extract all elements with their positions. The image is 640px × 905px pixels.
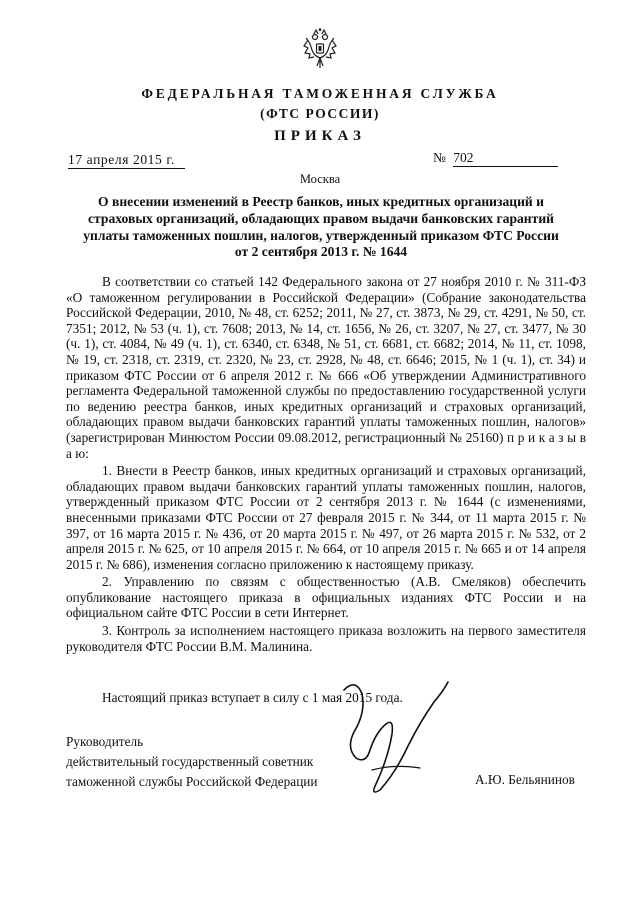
- order-subject: [78, 194, 564, 261]
- handwritten-signature: [336, 672, 458, 800]
- number-value: 702: [453, 150, 558, 167]
- order-item-3: 3. Контроль за исполнением настоящего приказа возложить на первого заместителя руководителя ФТС России В.М. Малинина.: [66, 623, 586, 654]
- signer-position: [66, 732, 318, 792]
- position-line: Руководитель: [66, 734, 144, 749]
- subject-line: страховых организаций, обладающих правом выдачи банковских гарантий: [88, 210, 554, 226]
- agency-abbreviation: (ФТС РОССИИ): [260, 106, 380, 121]
- order-item-2: 2. Управлению по связям с общественностью (А.В. Смеляков) обеспечить опубликование настоящего приказа в официальных изданиях ФТС России и на официальном сайте ФТС России в сети Интернет.: [66, 574, 586, 621]
- subject-line: О внесении изменений в Реестр банков, иных кредитных организаций и: [98, 194, 544, 209]
- coat-of-arms-icon: [302, 28, 338, 70]
- signer-name: А.Ю. Бельянинов: [475, 772, 575, 787]
- effective-date-statement: Настоящий приказ вступает в силу с 1 мая 2015 года.: [102, 690, 403, 705]
- position-line: таможенной службы Российской Федерации: [66, 774, 318, 789]
- document-type: ПРИКАЗ: [274, 128, 366, 144]
- order-body: [66, 274, 586, 654]
- number-label: №: [433, 150, 446, 165]
- issue-city: Москва: [299, 172, 341, 186]
- preamble-paragraph: В соответствии со статьей 142 Федерального закона от 27 ноября 2010 г. № 311-ФЗ «О таможенном регулировании в Российской Федерации» (Собрание законодательства Российской Федерации, 2010, № 48, ст. 6252; 2011, № 27, ст. 3873, № 29, ст. 4291, № 50, ст. 7351; 2012, № 53 (ч. 1), ст. 7608; 2013, № 14, ст. 1656, № 26, ст. 3207, № 27, ст. 3477, № 30 (ч. 1), ст. 4084, № 49 (ч. 1), ст. 6340, ст. 6348, № 51, ст. 6681, ст. 6682; 2014, № 11, ст. 1098, № 19, ст. 2318, ст. 2319, ст. 2320, № 23, ст. 2928, № 48, ст. 6646; 2015, № 1 (ч. 1), ст. 34) и приказом ФТС России от 6 апреля 2012 г. № 666 «Об утверждении Административного регламента Федеральной таможенной службы по предоставлению государственной услуги по ведению реестра банков, иных кредитных организаций и страховых организаций, обладающих правом выдачи банковских гарантий уплаты таможенных пошлин, налогов» (зарегистрирован Минюстом России 09.08.2012, регистрационный № 25160) п р и к а з ы в а ю:: [66, 274, 586, 461]
- subject-line: от 2 сентября 2013 г. № 1644: [234, 244, 408, 260]
- agency-name: ФЕДЕРАЛЬНАЯ ТАМОЖЕННАЯ СЛУЖБА: [141, 86, 499, 101]
- order-item-1: 1. Внести в Реестр банков, иных кредитных организаций и страховых организаций, обладающих правом выдачи банковских гарантий уплаты таможенных пошлин, налогов, утвержденный приказом ФТС России от 2 сентября 2013 г. № 1644 (с изменениями, внесенными приказами ФТС России от 27 февраля 2015 г. № 344, от 11 марта 2015 г. № 397, от 16 марта 2015 г. № 436, от 20 марта 2015 г. № 497, от 26 марта 2015 г. № 532, от 2 апреля 2015 г. № 625, от 10 апреля 2015 г. № 664, от 10 апреля 2015 г. № 665 и от 14 апреля 2015 г. № 686), изменения согласно приложению к настоящему приказу.: [66, 463, 586, 572]
- subject-line: уплаты таможенных пошлин, налогов, утвержденный приказом ФТС России: [83, 227, 559, 243]
- order-number: [433, 150, 558, 167]
- position-line: действительный государственный советник: [66, 754, 314, 769]
- order-date: 17 апреля 2015 г.: [68, 152, 185, 169]
